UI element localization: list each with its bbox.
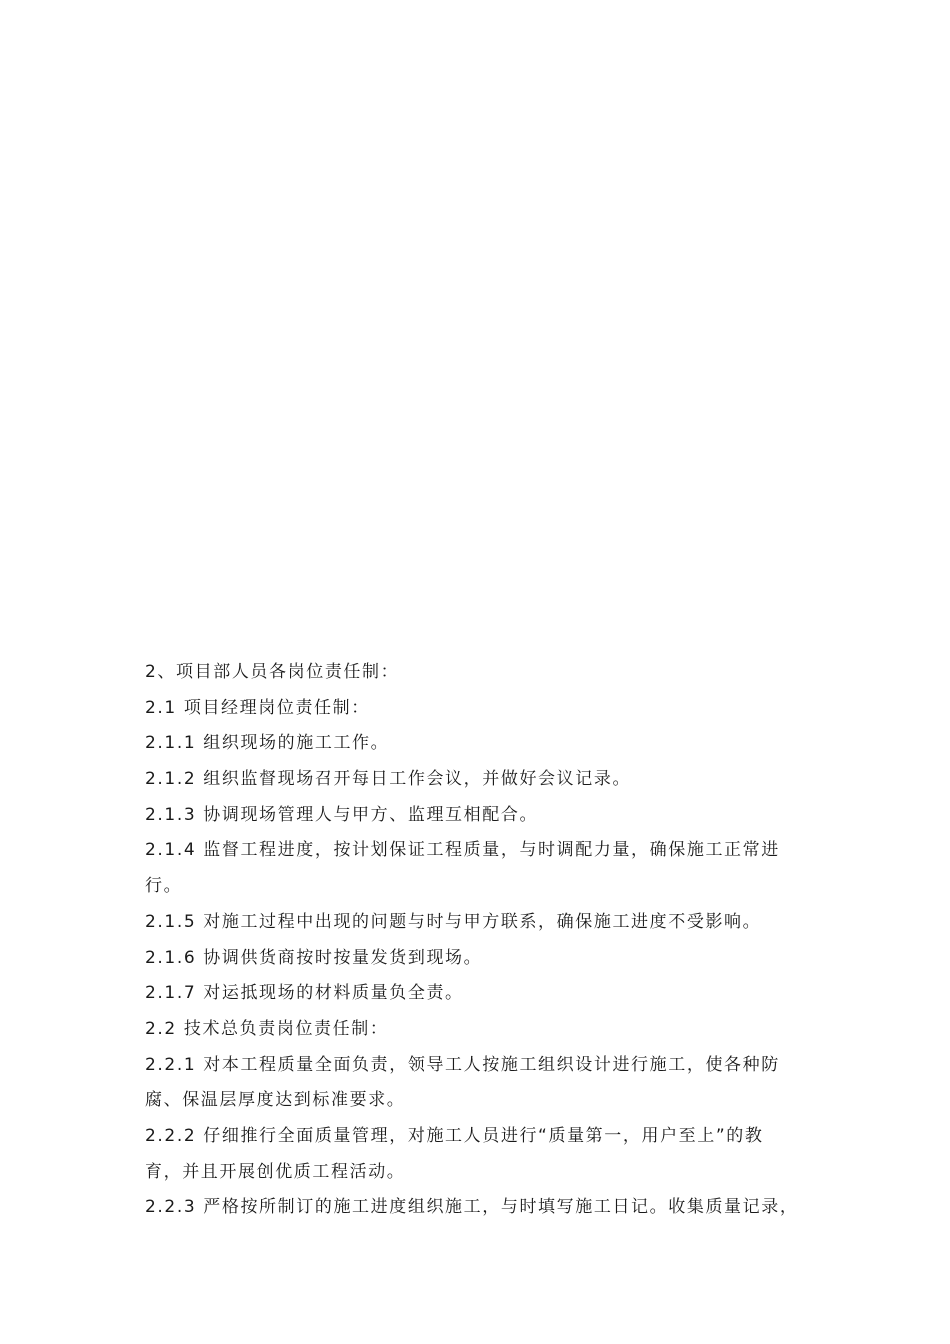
paragraph-line: 行。 [145,876,183,897]
paragraph-line: 2.2.3 严格按所制订的施工进度组织施工，与时填写施工日记。收集质量记录， [145,1197,799,1218]
paragraph-line: 2.1.5 对施工过程中出现的问题与时与甲方联系，确保施工进度不受影响。 [145,911,762,932]
subsection-heading-2-1: 2.1 项目经理岗位责任制： [145,697,370,718]
paragraph-line: 2.1.1 组织现场的施工工作。 [145,733,390,754]
paragraph-line: 育，并且开展创优质工程活动。 [145,1161,406,1182]
paragraph-line: 2.2.1 对本工程质量全面负责，领导工人按施工组织设计进行施工，使各种防 [145,1054,780,1075]
document-body [145,655,825,1226]
paragraph-line: 2.1.7 对运抵现场的材料质量负全责。 [145,983,464,1004]
paragraph-line: 2.1.2 组织监督现场召开每日工作会议，并做好会议记录。 [145,769,632,790]
paragraph-line: 2.2.2 仔细推行全面质量管理，对施工人员进行“质量第一，用户至上”的教 [145,1125,764,1146]
section-heading-2: 2、项目部人员各岗位责任制： [145,662,400,682]
paragraph-line: 2.1.3 协调现场管理人与甲方、监理互相配合。 [145,804,539,825]
paragraph-line: 2.1.4 监督工程进度，按计划保证工程质量，与时调配力量，确保施工正常进 [145,840,780,861]
subsection-heading-2-2: 2.2 技术总负责岗位责任制： [145,1018,389,1039]
paragraph-line: 腐、保温层厚度达到标准要求。 [145,1090,406,1111]
paragraph-line: 2.1.6 协调供货商按时按量发货到现场。 [145,947,483,968]
